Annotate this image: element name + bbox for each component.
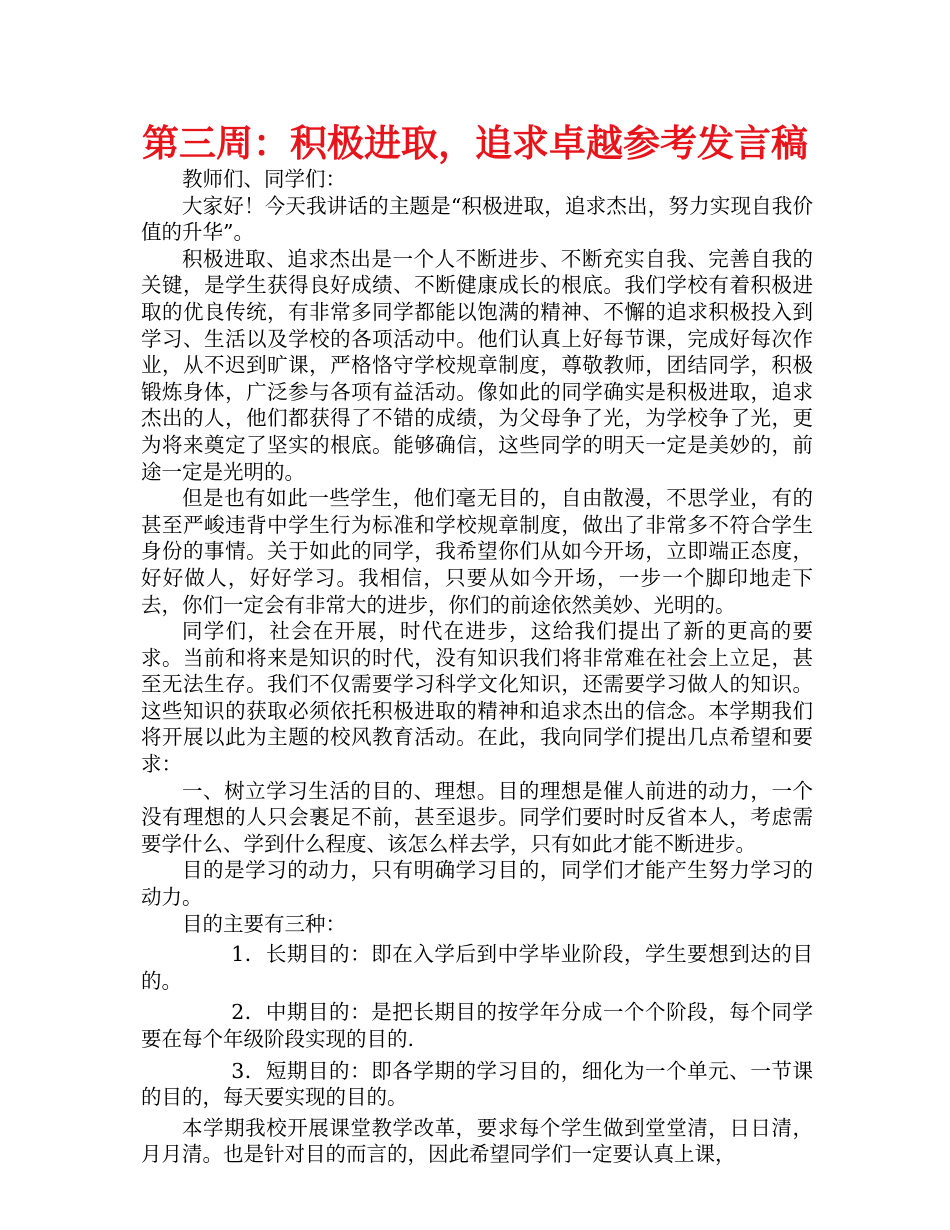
document-body [141, 166, 813, 1168]
paragraph: 积极进取、追求杰出是一个人不断进步、不断充实自我、完善自我的关键，是学生获得良好成绩、不断健康成长的根底。我们学校有着积极进取的优良传统，有非常多同学都能以饱满的精神、不懈的追求积极投入到学习、生活以及学校的各项活动中。他们认真上好每节课，完成好每次作业，从不迟到旷课，严格恪守学校规章制度，尊敬教师，团结同学，积极锻炼身体，广泛参与各项有益活动。像如此的同学确实是积极进取，追求杰出的人，他们都获得了不错的成绩，为父母争了光，为学校争了光，更为将来奠定了坚实的根底。能够确信，这些同学的明天一定是美妙的，前途一定是光明的。 [141, 246, 813, 484]
paragraph: 同学们，社会在开展，时代在进步，这给我们提出了新的更高的要求。当前和将来是知识的时代，没有知识我们将非常难在社会上立足，甚至无法生存。我们不仅需要学习科学文化知识，还需要学习做人的知识。这些知识的获取必须依托积极进取的精神和追求杰出的信念。本学期我们将开展以此为主题的校风教育活动。在此，我向同学们提出几点希望和要求： [141, 619, 813, 777]
paragraph: 目的是学习的动力，只有明确学习目的，同学们才能产生努力学习的动力。 [141, 858, 813, 910]
document-title: 第三周：积极进取，追求卓越参考发言稿 [142, 122, 808, 165]
paragraph: 但是也有如此一些学生，他们毫无目的，自由散漫，不思学业，有的甚至严峻违背中学生行为标准和学校规章制度，做出了非常多不符合学生身份的事情。关于如此的同学，我希望你们从如今开场，立即端正态度，好好做人，好好学习。我相信，只要从如今开场，一步一个脚印地走下去，你们一定会有非常大的进步，你们的前途依然美妙、光明的。 [141, 486, 813, 617]
list-item: 3．短期目的：即各学期的学习目的，细化为一个单元、一节课的目的，每天要实现的目的。 [141, 1058, 813, 1110]
list-item: 2．中期目的：是把长期目的按学年分成一个个阶段，每个同学要在每个年级阶段实现的目的. [141, 1000, 813, 1051]
list-item: 1．长期目的：即在入学后到中学毕业阶段，学生要想到达的目的。 [141, 942, 813, 993]
paragraph: 大家好！今天我讲话的主题是“积极进取，追求杰出，努力实现自我价值的升华”。 [141, 193, 813, 245]
paragraph: 本学期我校开展课堂教学改革，要求每个学生做到堂堂清，日日清，月月清。也是针对目的而言的，因此希望同学们一定要认真上课， [141, 1115, 813, 1167]
paragraph-greeting: 教师们、同学们： [182, 167, 346, 191]
paragraph: 一、树立学习生活的目的、理想。目的理想是催人前进的动力，一个没有理想的人只会裹足不前，甚至退步。同学们要时时反省本人，考虑需要学什么、学到什么程度、该怎么样去学，只有如此才能不断进步。 [141, 778, 813, 856]
paragraph: 目的主要有三种： [182, 911, 346, 936]
